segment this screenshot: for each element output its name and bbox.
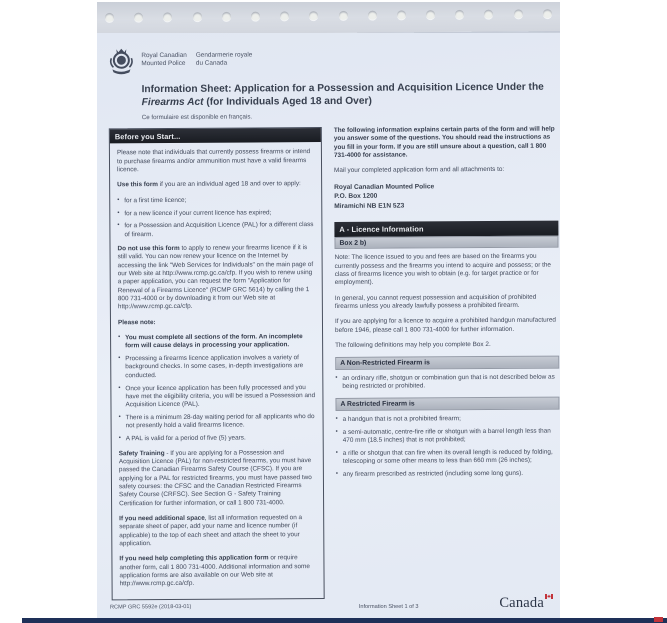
sub-header-bar: A Non-Restricted Firearm is [335, 356, 559, 370]
paragraph [334, 166, 558, 176]
sheet-page-label: Information Sheet 1 of 3 [358, 604, 419, 610]
paragraph [119, 449, 316, 508]
text-run: any firearm prescribed as restricted (including some long guns). [342, 469, 524, 478]
section-header-bar: A - Licence Information [334, 221, 558, 237]
punch-hole [163, 12, 172, 21]
text-run: Once your licence application has been fully processed and you have met the eligibility criteria, you will be issued a Possession and Acquisition Licence (PAL). [125, 383, 316, 409]
punch-hole [368, 11, 377, 20]
text-run: if you are an individual aged 18 and over to apply: [157, 180, 301, 189]
punch-hole [105, 13, 114, 22]
text-run: Information Sheet: Application for a Possession and Acquisition Licence Under the [141, 81, 544, 96]
punch-hole [426, 10, 435, 19]
paragraph [334, 126, 558, 161]
punch-hole [251, 12, 260, 21]
text-run: a rifle or shotgun that can fire when its overall length is reduced by folding, telescoping or some other means to less than 660 mm (26 inches); [342, 448, 553, 466]
text-run: Do not use this form [117, 244, 180, 253]
bullet-item [117, 221, 314, 239]
punch-hole [134, 13, 143, 22]
french-availability-note: Ce formulaire est disponible en français. [141, 113, 253, 122]
address-line: Royal Canadian Mounted Police [334, 182, 435, 191]
text-run: Firearms Act [141, 97, 204, 109]
bullet-icon: • [118, 384, 121, 391]
text-run: A PAL is valid for a period of five (5) years. [125, 434, 246, 443]
bullet-list [335, 373, 559, 391]
table-edge [22, 618, 667, 623]
text-run: to apply to renew your firearms licence if it is still valid. You can now renew your licence on the Internet by accessing the link "Web Services for Individuals" on the main page of our Web site at http://www.rcmp.gc.ca/cfp. If you wish to renew using a paper application, you can request the form "Application for Renewal of a Firearms Licence" (RCMP GRC 5614) by calling the 1 800 731-4000 or by downloading it from our Web site at http://www.rcmp.gc.ca/cfp. [117, 244, 314, 311]
department-name [141, 45, 252, 68]
text-run: The following definitions may help you complete Box 2. [335, 340, 491, 349]
bullet-item [119, 434, 316, 444]
text-run: Please note: [117, 318, 156, 326]
bullet-text [125, 354, 315, 380]
form-page [97, 33, 560, 618]
bullet-item [336, 414, 560, 424]
bullet-item [118, 333, 315, 351]
text-run: Safety Training [118, 449, 165, 457]
text-run: If you need help completing this application form [119, 554, 269, 563]
bullet-icon: • [117, 196, 120, 204]
text-run: for a first time licence; [124, 196, 187, 204]
bullet-text [343, 448, 560, 466]
sub-header-bar: Box 2 b) [334, 235, 558, 249]
bullet-icon: • [335, 449, 338, 456]
paragraph [118, 318, 315, 328]
text-run: If you need additional space [119, 514, 205, 523]
binder-edge-strip [97, 2, 560, 35]
rcmp-crest-icon [108, 46, 134, 76]
bullet-text [342, 373, 559, 391]
text-run: a handgun that is not a prohibited firearm; [342, 415, 461, 423]
punch-hole [280, 11, 289, 20]
text-run: Mail your completed application form and all attachments to: [334, 166, 505, 175]
form-number: RCMP GRC 5592e (2018-03-01) [109, 604, 192, 611]
bullet-text [343, 415, 461, 424]
before-you-start-header: Before you Start... [110, 128, 321, 144]
bullet-list [336, 414, 560, 479]
punch-hole [514, 9, 523, 18]
bullet-icon: • [335, 428, 338, 435]
masthead [108, 44, 553, 77]
canada-wordmark-text: Canada [499, 594, 544, 611]
paragraph [117, 180, 314, 190]
paragraph [335, 293, 559, 311]
bullet-item [118, 354, 315, 380]
address-line: P.O. Box 1200 [334, 193, 378, 201]
bullet-icon: • [335, 415, 338, 422]
mailing-address [334, 181, 558, 212]
text-run: Use this form [117, 181, 159, 189]
bullet-icon: • [118, 435, 121, 442]
canada-wordmark [499, 596, 553, 611]
text-run: You must complete all sections of the form. An incomplete form will cause delays in processing your application. [125, 333, 303, 350]
text-run: for a Possession and Acquisition Licence (PAL) for a different class of firearm. [124, 221, 314, 238]
bullet-text [124, 197, 186, 206]
text-run: There is a minimum 28-day waiting period for all applicants who do not presently hold a valid firearms licence. [125, 413, 315, 430]
text-run: Processing a firearms licence application involves a variety of background checks. In some cases, in-depth investigations are conducted. [125, 354, 304, 380]
bullet-item [118, 384, 315, 410]
bullet-text [126, 413, 316, 431]
punch-hole [455, 10, 464, 19]
left-column [109, 127, 325, 600]
paragraph [119, 554, 316, 589]
paper-photo [97, 2, 560, 618]
text-run: for a new licence if your current licence has expired; [124, 208, 272, 217]
bullet-item [335, 373, 559, 391]
punch-hole [309, 11, 318, 20]
dept-en-line1: Royal Canadian [141, 51, 187, 60]
punch-hole [484, 10, 493, 19]
bullet-list [118, 333, 316, 444]
dept-en-line2: Mounted Police [141, 59, 186, 68]
red-corner-mark [654, 617, 663, 622]
punched-holes [97, 2, 560, 22]
text-run: - If you are applying for a Possession and Acquisition Licence (PAL) for non-restricted firearms, you must have passed the Canadian Firearms Safety Course (CFSC). If you are applying for a PAL for restricted firearms, you must have passed two safety courses: the CFSC and the Canadian Restricted Firearms Safety Course (CRFSC). See Section G - Safety Training Certification for further information, or call 1 800 731-4000. [118, 448, 312, 507]
text-run: The following information explains certain parts of the form and will help you answer some of the questions. You should read the instructions as you fill in your form. If you are still unsure about a question, call 1 800 731-4000 for assistance. [333, 125, 555, 159]
bullet-text [124, 209, 271, 218]
punch-hole [338, 11, 347, 20]
punch-hole [222, 12, 231, 21]
bullet-text [343, 427, 560, 445]
text-run: In general, you cannot request possession and acquisition of prohibited firearms unless you already lawfully possess a prohibited firearm. [334, 293, 537, 310]
text-run: , list all information requested on a separate sheet of paper, add your name and licence number (if applicable) to the top of each sheet and attach the sheet to your application. [119, 514, 303, 548]
bullet-icon: • [118, 334, 121, 341]
bullet-icon: • [118, 414, 121, 421]
right-column [334, 126, 560, 599]
bullet-item [336, 470, 560, 480]
bullet-item [117, 196, 314, 206]
bullet-icon: • [335, 374, 338, 381]
bullet-text [343, 470, 523, 479]
punch-hole [193, 12, 202, 21]
dept-fr-line2: du Canada [195, 59, 228, 67]
bullet-item [117, 209, 314, 219]
paragraph [335, 253, 559, 288]
paragraph [117, 148, 314, 174]
text-run: Please note that individuals that currently possess firearms or intend to purchase firearms and/or ammunition must have a valid firearms licence. [116, 148, 311, 174]
paragraph [118, 244, 315, 312]
canada-flag-icon [545, 594, 553, 599]
punch-hole [397, 10, 406, 19]
two-column-body [109, 126, 557, 600]
bullet-item [119, 413, 316, 431]
bullet-icon: • [118, 355, 121, 362]
punch-hole [543, 9, 552, 18]
bullet-list [117, 196, 314, 240]
bullet-icon: • [117, 209, 120, 216]
bullet-text [125, 333, 315, 351]
text-run: a semi-automatic, centre-fire rifle or shotgun with a barrel length less than 470 mm (18.5 inches) that is not prohibited; [342, 427, 551, 444]
bullet-icon: • [117, 222, 120, 229]
paragraph [119, 514, 316, 549]
before-you-start-content [110, 142, 324, 598]
page-footer [110, 596, 553, 611]
text-run: If you are applying for a licence to acquire a prohibited handgun manufactured before 1946, please call 1 800 731-4000 for further information. [334, 316, 556, 334]
bullet-text [126, 435, 246, 444]
paragraph [335, 340, 559, 350]
bullet-item [336, 427, 560, 445]
text-run: or require another form, call 1 800 731-4000. Additional information and some application forms are also available on our Web site at http://www.rcmp.gc.ca/cfp. [119, 554, 310, 588]
bullet-item [336, 448, 560, 466]
text-run: an ordinary rifle, shotgun or combination gun that is not described below as being restricted or prohibited. [342, 373, 555, 390]
bullet-text [124, 221, 314, 239]
bullet-text [125, 384, 315, 410]
before-you-start-box [109, 127, 325, 600]
paragraph [335, 317, 559, 335]
sub-header-bar: A Restricted Firearm is [335, 397, 559, 411]
address-line: Miramichi NB E1N 5Z3 [334, 202, 405, 211]
bullet-icon: • [335, 470, 339, 477]
document-title [142, 81, 550, 110]
text-run: Note: The licence issued to you and fees are based on the firearms you currently possess and the firearms you intend to acquire and possess; or the class of firearms licence you wish to obtain (e.g. for target practice or for employment). [334, 252, 551, 287]
text-run: (for Individuals Aged 18 and Over) [203, 96, 372, 109]
dept-fr-line1: Gendarmerie royale [195, 51, 253, 59]
